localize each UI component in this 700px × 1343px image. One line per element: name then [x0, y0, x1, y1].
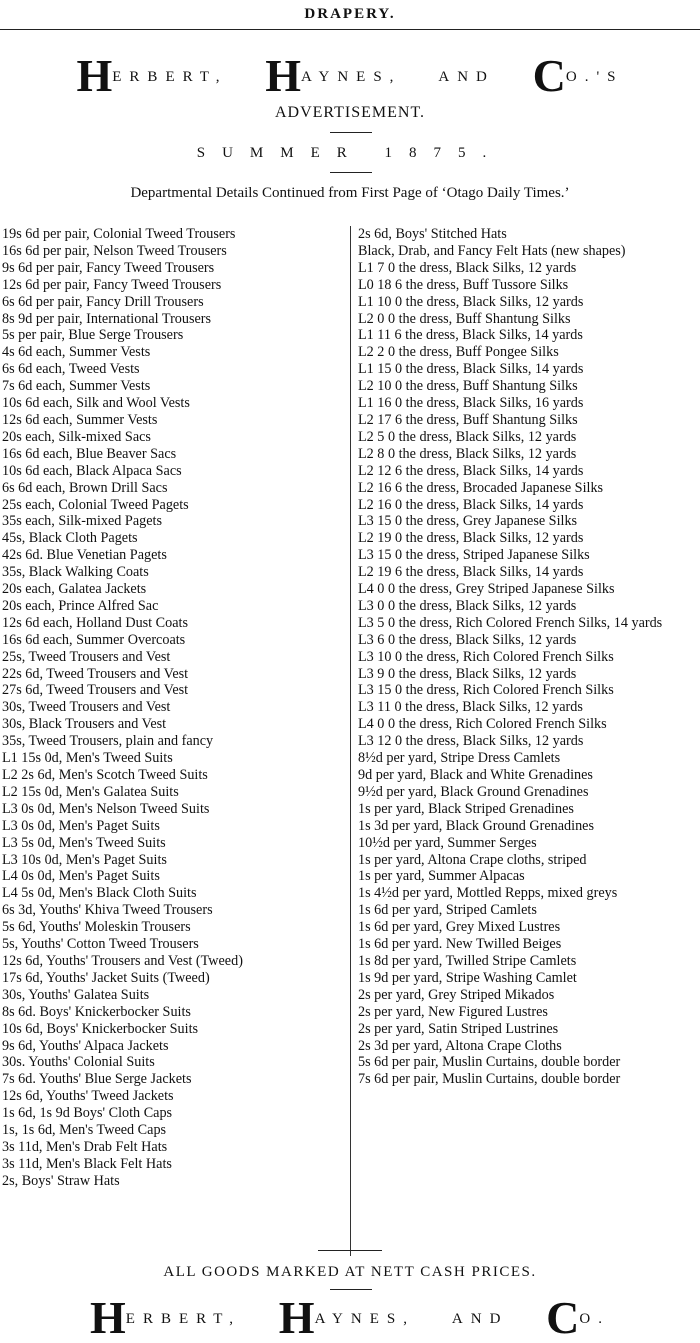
- price-entry: 30s, Youths' Galatea Suits: [2, 986, 150, 1003]
- footer-word-haynes: HAYNES,: [278, 1292, 415, 1343]
- price-entry: 20s each, Prince Alfred Sac: [2, 597, 159, 614]
- price-entry: L1 16 0 the dress, Black Silks, 16 yards: [358, 395, 584, 412]
- price-entry: 30s, Tweed Trousers and Vest: [2, 699, 171, 716]
- firm-word-and: AND: [438, 69, 495, 85]
- price-entry: 35s, Black Walking Coats: [2, 564, 149, 581]
- price-entry: 25s each, Colonial Tweed Pagets: [2, 496, 189, 513]
- price-entry: 1s 6d per yard, Striped Camlets: [358, 902, 537, 919]
- departmental-details-line: Departmental Details Continued from First Page of ‘Otago Daily Times.’: [130, 185, 570, 201]
- firm-name-footer: [0, 1292, 700, 1343]
- price-entry: 2s 6d, Boys' Stitched Hats: [358, 226, 507, 242]
- price-entry: 9s 6d, Youths' Alpaca Jackets: [2, 1037, 169, 1054]
- price-entry: 5s 6d, Youths' Moleskin Trousers: [2, 919, 191, 936]
- price-entry: 30s. Youths' Colonial Suits: [2, 1054, 155, 1071]
- price-entry: L3 0s 0d, Men's Paget Suits: [2, 817, 160, 834]
- firm-name-header: [0, 50, 700, 101]
- price-entry: 1s 9d per yard, Stripe Washing Camlet: [358, 969, 577, 986]
- price-entry: L2 19 0 the dress, Black Silks, 12 yards: [358, 530, 584, 547]
- price-entry: L3 10 0 the dress, Rich Colored French Silks: [358, 648, 614, 665]
- price-entry: 1s per yard, Altona Crape cloths, striped: [358, 851, 587, 868]
- price-entry: L4 0s 0d, Men's Paget Suits: [2, 868, 160, 885]
- price-entry: 25s, Tweed Trousers and Vest: [2, 648, 171, 665]
- price-entry: 12s 6d each, Summer Vests: [2, 411, 158, 428]
- price-entry: L4 0 0 the dress, Rich Colored French Silks: [358, 716, 607, 733]
- footer-word-co: CO.: [546, 1292, 610, 1343]
- price-entry: 7s 6d per pair, Muslin Curtains, double border: [358, 1071, 621, 1088]
- price-entry: 35s each, Silk-mixed Pagets: [2, 513, 162, 530]
- price-entry: 10s 6d each, Black Alpaca Sacs: [2, 462, 182, 479]
- price-entry: 16s 6d each, Summer Overcoats: [2, 631, 186, 648]
- price-entry: 12s 6d each, Holland Dust Coats: [2, 614, 188, 631]
- section-heading: DRAPERY.: [304, 6, 396, 22]
- price-entry: L1 10 0 the dress, Black Silks, 12 yards: [358, 293, 584, 310]
- price-entry: 1s per yard, Black Striped Grenadines: [358, 800, 574, 817]
- price-entry: 8½d per yard, Stripe Dress Camlets: [358, 750, 561, 767]
- price-entry: 1s per yard, Summer Alpacas: [358, 868, 525, 885]
- price-entry: 12s 6d per pair, Fancy Tweed Trousers: [2, 276, 222, 293]
- price-entry: 6s 3d, Youths' Khiva Tweed Trousers: [2, 902, 213, 919]
- price-entry: 1s, 1s 6d, Men's Tweed Caps: [2, 1122, 167, 1139]
- price-entry: L2 5 0 the dress, Black Silks, 12 yards: [358, 428, 577, 445]
- price-entry: 4s 6d each, Summer Vests: [2, 344, 151, 361]
- price-entry: 5s per pair, Blue Serge Trousers: [2, 327, 184, 344]
- nett-cash-prices-notice: ALL GOODS MARKED AT NETT CASH PRICES.: [163, 1264, 537, 1280]
- price-entry: L3 12 0 the dress, Black Silks, 12 yards: [358, 733, 584, 750]
- price-entry: 3s 11d, Men's Drab Felt Hats: [2, 1138, 168, 1155]
- price-entry: L4 0 0 the dress, Grey Striped Japanese Silks: [358, 581, 615, 598]
- price-entry: L3 11 0 the dress, Black Silks, 12 yards: [358, 699, 583, 716]
- price-entry: L3 15 0 the dress, Rich Colored French Silks: [358, 682, 614, 699]
- price-entry: 10s 6d each, Silk and Wool Vests: [2, 395, 190, 412]
- price-entry: Black, Drab, and Fancy Felt Hats (new shapes): [358, 242, 626, 259]
- price-entry: 20s each, Galatea Jackets: [2, 581, 147, 598]
- price-entry: 1s 3d per yard, Black Ground Grenadines: [358, 817, 594, 834]
- advertisement-title: ADVERTISEMENT.: [274, 104, 426, 121]
- price-entry: L2 12 6 the dress, Black Silks, 14 yards: [358, 462, 584, 479]
- price-entry: 2s per yard, Grey Striped Mikados: [358, 986, 555, 1003]
- price-entry: L2 16 0 the dress, Black Silks, 14 yards: [358, 496, 584, 513]
- left-price-list: [2, 226, 344, 1190]
- footer-word-and: AND: [451, 1311, 509, 1327]
- price-entry: L3 15 0 the dress, Striped Japanese Silks: [358, 547, 590, 564]
- price-entry: L3 9 0 the dress, Black Silks, 12 yards: [358, 665, 577, 682]
- price-entry: 1s 6d per yard. New Twilled Beiges: [358, 936, 562, 953]
- price-entry: 42s 6d. Blue Venetian Pagets: [2, 547, 167, 564]
- price-entry: L0 18 6 the dress, Buff Tussore Silks: [358, 276, 569, 293]
- price-entry: 45s, Black Cloth Pagets: [2, 530, 138, 547]
- footer-rule-2: [330, 1289, 372, 1290]
- footer-rule: [318, 1250, 382, 1251]
- top-rule: [0, 29, 700, 30]
- price-entry: 10s 6d, Boys' Knickerbocker Suits: [2, 1020, 199, 1037]
- price-entry: L4 5s 0d, Men's Black Cloth Suits: [2, 885, 197, 902]
- title-rule: [330, 132, 372, 133]
- firm-word-haynes: HAYNES,: [265, 50, 402, 101]
- price-entry: L1 7 0 the dress, Black Silks, 12 yards: [358, 259, 577, 276]
- price-entry: L2 19 6 the dress, Black Silks, 14 yards: [358, 564, 584, 581]
- price-entry: L3 10s 0d, Men's Paget Suits: [2, 851, 167, 868]
- price-entry: L3 0s 0d, Men's Nelson Tweed Suits: [2, 800, 210, 817]
- price-entry: 12s 6d, Youths' Tweed Jackets: [2, 1088, 174, 1105]
- price-entry: 1s 8d per yard, Twilled Stripe Camlets: [358, 952, 577, 969]
- firm-word-co: CO.'S: [532, 50, 624, 101]
- price-entry: L2 2 0 the dress, Buff Pongee Silks: [358, 344, 559, 361]
- firm-word-herbert: HERBERT,: [76, 50, 228, 101]
- price-entry: 5s 6d per pair, Muslin Curtains, double border: [358, 1054, 621, 1071]
- price-entry: 6s 6d each, Tweed Vests: [2, 361, 140, 378]
- price-entry: L3 0 0 the dress, Black Silks, 12 yards: [358, 597, 577, 614]
- price-entry: 35s, Tweed Trousers, plain and fancy: [2, 733, 214, 750]
- season-rule: [330, 172, 372, 173]
- price-entry: 3s 11d, Men's Black Felt Hats: [2, 1155, 172, 1172]
- price-entry: 9½d per yard, Black Ground Grenadines: [358, 783, 589, 800]
- price-entry: L1 15s 0d, Men's Tweed Suits: [2, 750, 173, 767]
- price-entry: L2 8 0 the dress, Black Silks, 12 yards: [358, 445, 577, 462]
- price-entry: 22s 6d, Tweed Trousers and Vest: [2, 665, 189, 682]
- price-entry: 16s 6d each, Blue Beaver Sacs: [2, 445, 177, 462]
- price-entry: L2 10 0 the dress, Buff Shantung Silks: [358, 378, 578, 395]
- price-entry: L3 6 0 the dress, Black Silks, 12 yards: [358, 631, 577, 648]
- right-price-list: [358, 226, 698, 1088]
- price-entry: 10½d per yard, Summer Serges: [358, 834, 537, 851]
- price-entry: 2s per yard, Satin Striped Lustrines: [358, 1020, 559, 1037]
- price-entry: 1s 6d, 1s 9d Boys' Cloth Caps: [2, 1105, 173, 1122]
- price-entry: 16s 6d per pair, Nelson Tweed Trousers: [2, 242, 227, 259]
- price-entry: 9s 6d per pair, Fancy Tweed Trousers: [2, 259, 215, 276]
- price-entry: 2s, Boys' Straw Hats: [2, 1172, 120, 1189]
- price-entry: 1s 4½d per yard, Mottled Repps, mixed greys: [358, 885, 618, 902]
- price-entry: 7s 6d. Youths' Blue Serge Jackets: [2, 1071, 192, 1088]
- price-entry: 27s 6d, Tweed Trousers and Vest: [2, 682, 189, 699]
- season-heading: SUMMER 1875.: [196, 145, 504, 161]
- price-entry: L2 15s 0d, Men's Galatea Suits: [2, 783, 179, 800]
- footer-word-herbert: HERBERT,: [90, 1292, 242, 1343]
- price-entry: 8s 6d. Boys' Knickerbocker Suits: [2, 1003, 191, 1020]
- price-entry: 20s each, Silk-mixed Sacs: [2, 428, 151, 445]
- price-entry: 8s 9d per pair, International Trousers: [2, 310, 212, 327]
- price-entry: L3 5s 0d, Men's Tweed Suits: [2, 834, 166, 851]
- price-entry: L2 0 0 the dress, Buff Shantung Silks: [358, 310, 571, 327]
- price-entry: L2 2s 6d, Men's Scotch Tweed Suits: [2, 767, 208, 783]
- price-entry: 1s 6d per yard, Grey Mixed Lustres: [358, 919, 561, 936]
- price-entry: 5s, Youths' Cotton Tweed Trousers: [2, 936, 199, 953]
- price-entry: L2 17 6 the dress, Buff Shantung Silks: [358, 411, 578, 428]
- price-entry: L3 5 0 the dress, Rich Colored French Silks, 14 yards: [358, 614, 663, 631]
- price-entry: 17s 6d, Youths' Jacket Suits (Tweed): [2, 969, 210, 986]
- price-entry: 19s 6d per pair, Colonial Tweed Trousers: [2, 226, 236, 242]
- price-entry: 9d per yard, Black and White Grenadines: [358, 767, 593, 783]
- price-entry: L3 15 0 the dress, Grey Japanese Silks: [358, 513, 578, 530]
- price-entry: L1 11 6 the dress, Black Silks, 14 yards: [358, 327, 583, 344]
- price-entry: 30s, Black Trousers and Vest: [2, 716, 167, 733]
- price-entry: L2 16 6 the dress, Brocaded Japanese Silks: [358, 479, 604, 496]
- price-entry: 6s 6d per pair, Fancy Drill Trousers: [2, 293, 204, 310]
- price-entry: 2s per yard, New Figured Lustres: [358, 1003, 548, 1020]
- price-entry: L1 15 0 the dress, Black Silks, 14 yards: [358, 361, 584, 378]
- price-entry: 2s 3d per yard, Altona Crape Cloths: [358, 1037, 562, 1054]
- price-entry: 6s 6d each, Brown Drill Sacs: [2, 479, 168, 496]
- price-entry: 12s 6d, Youths' Trousers and Vest (Tweed): [2, 952, 243, 969]
- price-entry: 7s 6d each, Summer Vests: [2, 378, 151, 395]
- column-divider: [350, 226, 351, 1256]
